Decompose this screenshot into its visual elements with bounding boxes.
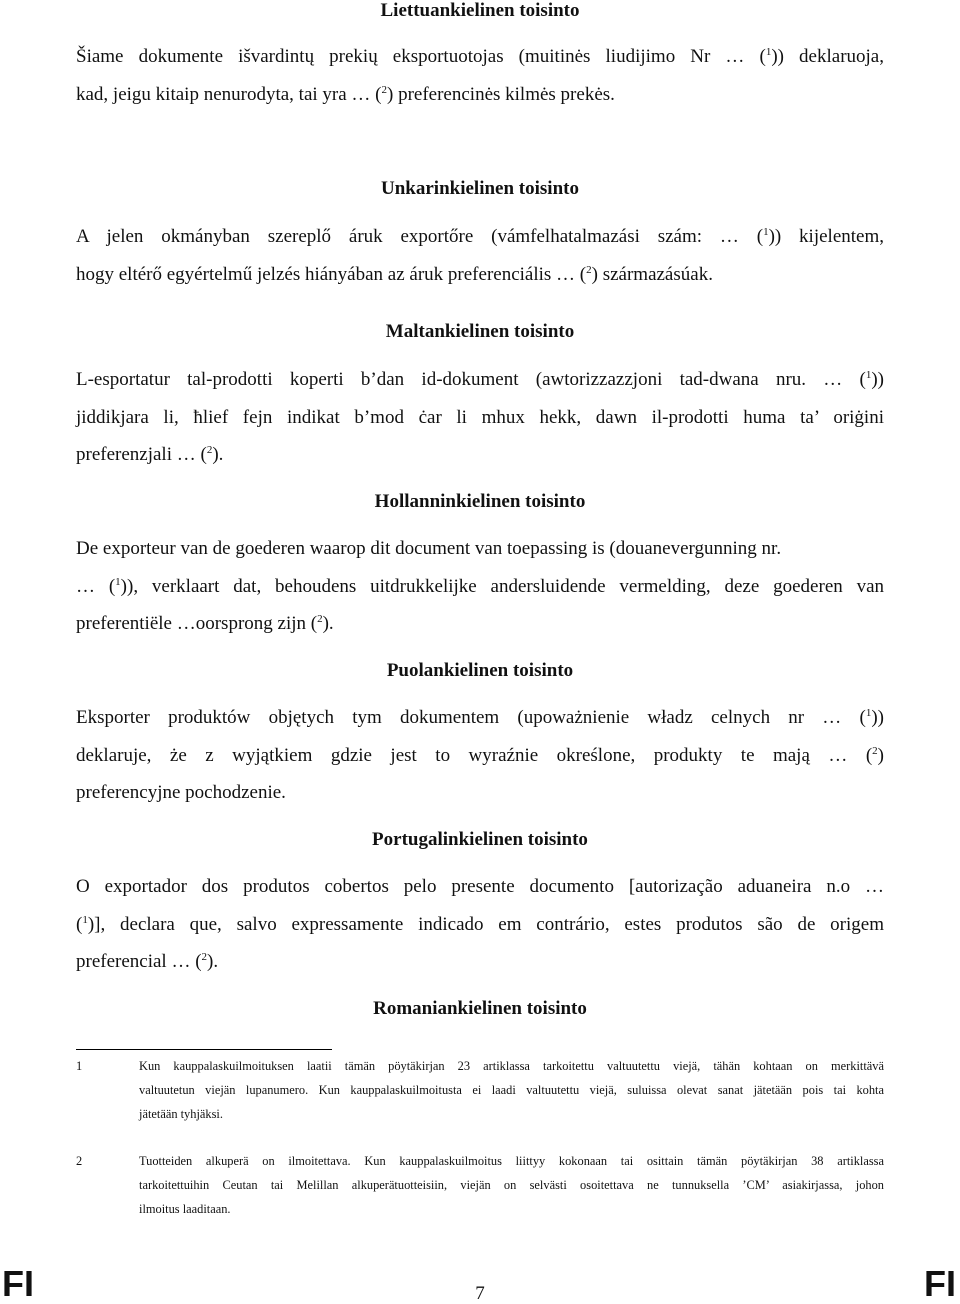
footnote-1 — [76, 1054, 884, 1126]
section-body-hungarian — [76, 218, 884, 293]
section-body-dutch — [76, 530, 884, 643]
section-body-portuguese — [76, 868, 884, 981]
footnote-text — [139, 1149, 884, 1221]
section-heading-maltese: Maltankielinen toisinto — [385, 321, 575, 342]
footnote-line: tarkoitettuihin Ceutan tai Melillan alkuperätuotteisiin, viejän on selvästi osoitettava ne tunnuksella ’CM’ asiakirjassa, johon — [139, 1178, 884, 1192]
footnote-line: Kun kauppalaskuilmoituksen laatii tämän pöytäkirjan 23 artiklassa tarkoitettu valtuutettu viejä, tähän kohtaan on merkittävä — [139, 1059, 884, 1073]
section-heading-polish: Puolankielinen toisinto — [386, 660, 574, 681]
text-line: jiddikjara li, ħlief fejn indikat b’mod ċar li mhux hekk, dawn il-prodotti huma ta’ oriġini — [76, 406, 884, 428]
text-line: A jelen okmányban szereplő áruk exportőre (vámfelhatalmazási szám: … ($^1$)) kijelentem, — [76, 226, 884, 247]
section-body-lithuanian — [76, 38, 884, 113]
footnote-line: jätetään tyhjäksi. — [139, 1107, 223, 1121]
text-line: Šiame dokumente išvardintų prekių eksportuotojas (muitinės liudijimo Nr … ($^1$)) deklaruoja, — [76, 46, 884, 67]
text-line: deklaruje, że z wyjątkiem gdzie jest to wyraźnie określone, produkty te mają … ($^2$) — [76, 744, 884, 766]
section-body-polish — [76, 699, 884, 812]
section-body-maltese — [76, 361, 884, 474]
section-heading-romanian: Romaniankielinen toisinto — [373, 998, 587, 1019]
text-line: … ($^1$)), verklaart dat, behoudens uitdrukkelijke andersluidende vermelding, deze goederen van — [76, 575, 885, 597]
footnote-line: Tuotteiden alkuperä on ilmoitettava. Kun kauppalaskuilmoitus liittyy kokonaan tai osittain tämän pöytäkirjan 38 artiklassa — [139, 1154, 884, 1168]
text-line: preferentiële …oorsprong zijn ($^2$). — [76, 613, 334, 634]
text-line: kad, jeigu kitaip nenurodyta, tai yra … ($^2$) preferencinės kilmės prekės. — [76, 83, 615, 105]
text-line: O exportador dos produtos cobertos pelo presente documento [autorização aduaneira n.o … — [76, 876, 884, 897]
text-line: ($^1$)], declara que, salvo expressamente indicado em contrário, estes produtos são de origem — [76, 913, 884, 935]
footnote-number: 2 — [76, 1154, 83, 1168]
page-number: 7 — [475, 1283, 485, 1304]
footnote-separator — [76, 1049, 332, 1050]
text-line: preferencial … ($^2$). — [76, 951, 219, 972]
footnote-line: valtuutetun viejän lupanumero. Kun kauppalaskuilmoitusta ei laadi valtuutettu viejä, suluissa olevat sanat jätetään pois tai kohta — [139, 1083, 884, 1097]
text-line: Eksporter produktów objętych tym dokumentem (upoważnienie władz celnych nr … ($^1$)) — [76, 707, 884, 728]
section-heading-portuguese: Portugalinkielinen toisinto — [372, 829, 588, 850]
section-heading-lithuanian: Liettuankielinen toisinto — [380, 0, 580, 21]
footnote-2 — [76, 1149, 884, 1221]
footnote-text — [139, 1054, 884, 1126]
footer-language-code-left: FI — [2, 1263, 34, 1304]
text-line: De exporteur van de goederen waarop dit document van toepassing is (douanevergunning nr. — [76, 538, 782, 559]
text-line: preferencyjne pochodzenie. — [76, 782, 286, 803]
text-line: hogy eltérő egyértelmű jelzés hiányában az áruk preferenciális … ($^2$) származásúak. — [76, 263, 713, 285]
section-heading-hungarian: Unkarinkielinen toisinto — [381, 178, 579, 199]
footnote-number: 1 — [76, 1059, 83, 1073]
text-line: L-esportatur tal-prodotti koperti b’dan id-dokument (awtorizzazzjoni tad-dwana nru. … ($^1$)) — [76, 369, 884, 390]
footnote-line: ilmoitus laaditaan. — [139, 1202, 231, 1216]
text-line: preferenzjali … ($^2$). — [76, 444, 224, 465]
section-heading-dutch: Hollanninkielinen toisinto — [374, 491, 586, 512]
footer-language-code-right: FI — [924, 1263, 956, 1304]
